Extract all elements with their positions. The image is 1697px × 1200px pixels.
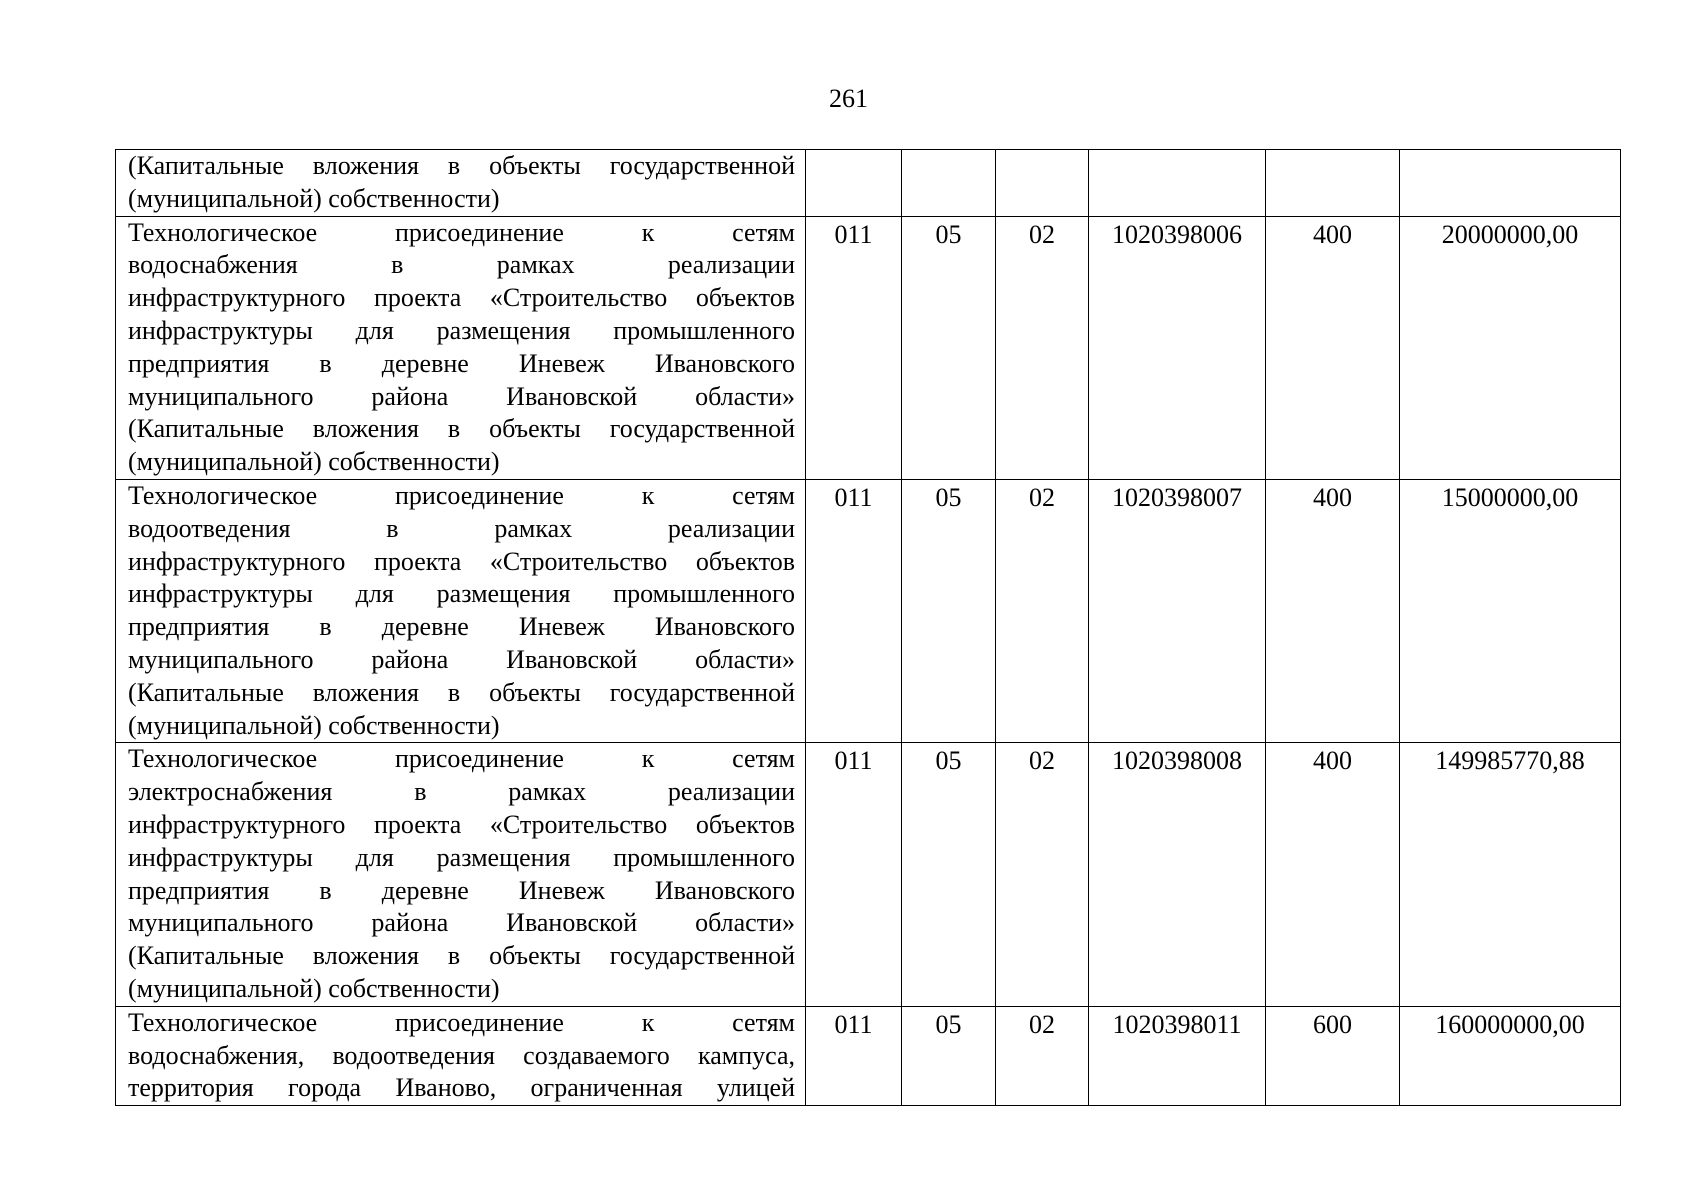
description-cell <box>116 150 806 217</box>
subsection-code-cell <box>996 150 1089 217</box>
description-last-line: (муниципальной) собственности) <box>128 710 500 740</box>
section-code-cell: 05 <box>902 1006 996 1105</box>
section-code-cell: 05 <box>902 743 996 1006</box>
description-line: инфраструктурного проекта «Строительство объектов <box>128 809 795 839</box>
description-line: предприятия в деревне Иневеж Ивановского <box>128 875 795 905</box>
description-line: муниципального района Ивановской области» <box>128 644 795 674</box>
expense-type-cell <box>1266 150 1400 217</box>
description-line: Технологическое присоединение к сетям <box>128 217 795 247</box>
target-article-cell: 1020398007 <box>1089 479 1266 742</box>
amount-cell: 160000000,00 <box>1400 1006 1621 1105</box>
description-line: Технологическое присоединение к сетям <box>128 480 795 510</box>
description-line: водоотведения в рамках реализации <box>128 513 795 543</box>
target-article-cell: 1020398006 <box>1089 216 1266 479</box>
table-row <box>116 1006 1621 1105</box>
ministry-code-cell: 011 <box>806 743 902 1006</box>
description-line: (Капитальные вложения в объекты государственной <box>128 941 795 971</box>
description-line: муниципального района Ивановской области» <box>128 908 795 938</box>
target-article-cell: 1020398008 <box>1089 743 1266 1006</box>
description-line: (Капитальные вложения в объекты государственной <box>128 677 795 707</box>
description-cell <box>116 216 806 479</box>
expense-type-cell: 400 <box>1266 743 1400 1006</box>
ministry-code-cell: 011 <box>806 216 902 479</box>
description-line: (Капитальные вложения в объекты государственной <box>128 414 795 444</box>
subsection-code-cell: 02 <box>996 479 1089 742</box>
description-last-line: (муниципальной) собственности) <box>128 447 500 477</box>
description-last-line: (муниципальной) собственности) <box>128 973 500 1003</box>
section-code-cell <box>902 150 996 217</box>
description-cell <box>116 479 806 742</box>
table-row <box>116 743 1621 1006</box>
description-line: инфраструктуры для размещения промышленного <box>128 842 795 872</box>
description-line: муниципального района Ивановской области» <box>128 381 795 411</box>
ministry-code-cell: 011 <box>806 479 902 742</box>
amount-cell <box>1400 150 1621 217</box>
description-cell <box>116 1006 806 1105</box>
table-row <box>116 479 1621 742</box>
target-article-cell <box>1089 150 1266 217</box>
amount-cell: 15000000,00 <box>1400 479 1621 742</box>
subsection-code-cell: 02 <box>996 1006 1089 1105</box>
ministry-code-cell <box>806 150 902 217</box>
page-number: 261 <box>829 84 868 113</box>
description-line: инфраструктурного проекта «Строительство объектов <box>128 283 795 313</box>
table-row <box>116 216 1621 479</box>
ministry-code-cell: 011 <box>806 1006 902 1105</box>
expense-type-cell: 400 <box>1266 479 1400 742</box>
description-last-line: (муниципальной) собственности) <box>128 183 500 213</box>
description-line: инфраструктуры для размещения промышленного <box>128 579 795 609</box>
amount-cell: 149985770,88 <box>1400 743 1621 1006</box>
description-cell <box>116 743 806 1006</box>
description-line: водоснабжения, водоотведения создаваемого кампуса, <box>128 1040 795 1070</box>
expense-type-cell: 600 <box>1266 1006 1400 1105</box>
description-line: предприятия в деревне Иневеж Ивановского <box>128 348 795 378</box>
description-line: Технологическое присоединение к сетям <box>128 744 795 774</box>
budget-table-body <box>116 150 1621 1106</box>
amount-cell: 20000000,00 <box>1400 216 1621 479</box>
description-line: (Капитальные вложения в объекты государственной <box>128 151 795 180</box>
description-line: Технологическое присоединение к сетям <box>128 1007 795 1037</box>
subsection-code-cell: 02 <box>996 743 1089 1006</box>
expense-type-cell: 400 <box>1266 216 1400 479</box>
description-line: электроснабжения в рамках реализации <box>128 777 795 807</box>
section-code-cell: 05 <box>902 479 996 742</box>
target-article-cell: 1020398011 <box>1089 1006 1266 1105</box>
description-line: предприятия в деревне Иневеж Ивановского <box>128 612 795 642</box>
section-code-cell: 05 <box>902 216 996 479</box>
table-row <box>116 150 1621 217</box>
description-line: водоснабжения в рамках реализации <box>128 250 795 280</box>
description-line: инфраструктурного проекта «Строительство объектов <box>128 546 795 576</box>
description-line: территория города Иваново, ограниченная улицей <box>128 1073 795 1103</box>
subsection-code-cell: 02 <box>996 216 1089 479</box>
budget-table <box>115 149 1621 1106</box>
description-line: инфраструктуры для размещения промышленного <box>128 315 795 345</box>
